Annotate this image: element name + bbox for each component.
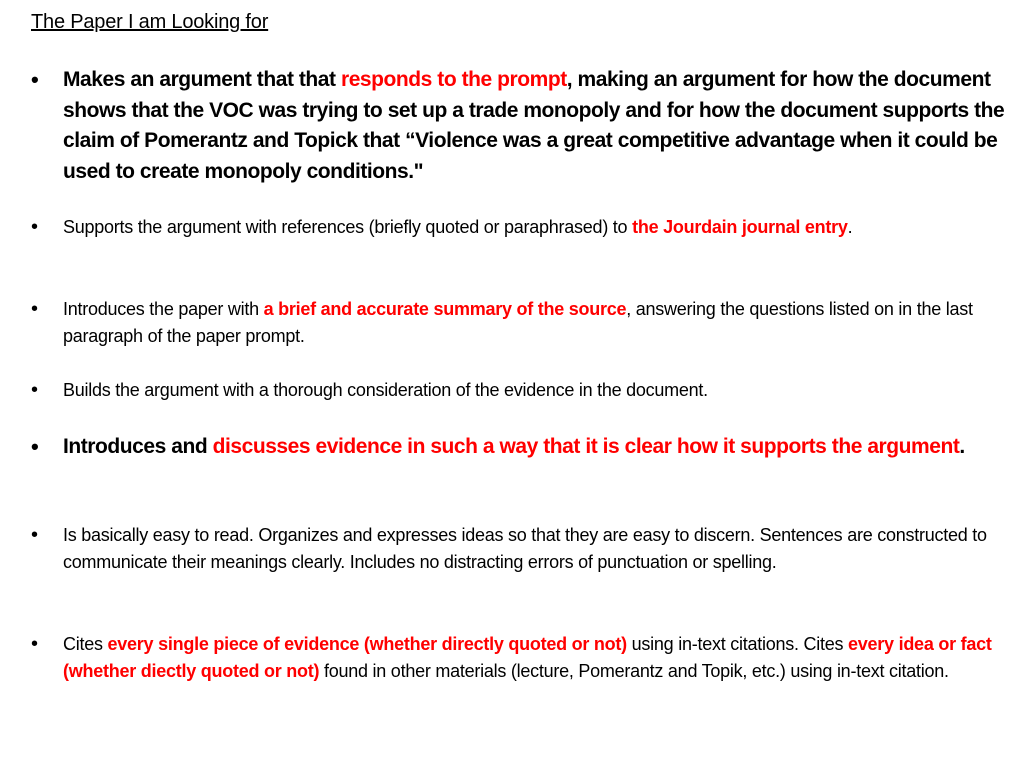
list-item-text	[63, 296, 1008, 350]
text-segment: .	[847, 217, 853, 237]
text-segment: Supports the argument with references (briefly quoted or paraphrased) to	[63, 217, 633, 237]
text-segment: Cites	[63, 634, 108, 654]
text-segment: every idea or fact (whether diectly quoted or not)	[63, 634, 992, 681]
list-item-text	[63, 214, 1008, 241]
bullet-icon: •	[31, 67, 39, 92]
text-segment: the Jourdain journal entry	[632, 217, 848, 237]
text-segment: discusses evidence in such a way that it is clear how it supports the argument	[212, 435, 960, 458]
text-segment: every single piece of evidence (whether directly quoted or not)	[107, 634, 627, 654]
bullet-icon: •	[31, 524, 39, 546]
list-item-text	[63, 377, 1008, 404]
bullet-icon: •	[31, 379, 39, 401]
text-segment: a brief and accurate summary of the source	[263, 299, 627, 319]
text-segment: , answering the questions listed on in the last paragraph of the paper prompt.	[63, 299, 973, 346]
bullet-icon: •	[31, 633, 39, 655]
text-segment: Builds the argument with a thorough consideration of the evidence in the document.	[63, 380, 708, 400]
list-item-text	[63, 631, 1008, 685]
text-segment: , making an argument for how the document shows that the VOC was trying to set up a trade monopoly and for how the document supports the claim of Pomerantz and Topick that “Violence was a great competitive advantage when it could be used to create monopoly conditions."	[63, 68, 1005, 183]
bullet-icon: •	[31, 298, 39, 320]
list-item-text	[63, 432, 1008, 463]
list-item-text	[63, 65, 1008, 187]
text-segment: found in other materials (lecture, Pomerantz and Topik, etc.) using in-text citation.	[319, 661, 949, 681]
text-segment: Is basically easy to read. Organizes and expresses ideas so that they are easy to discern. Sentences are constructed to communicate their meanings clearly. Includes no distracting errors of punctuation or spelling.	[63, 525, 987, 572]
bullet-icon: •	[31, 216, 39, 238]
text-segment: using in-text citations. Cites	[626, 634, 849, 654]
bullet-icon: •	[31, 434, 39, 459]
text-segment: Makes an argument that that	[63, 68, 341, 91]
slide-title: The Paper I am Looking for	[31, 11, 269, 33]
list-item-text	[63, 522, 1008, 576]
text-segment: .	[959, 435, 965, 458]
text-segment: Introduces the paper with	[63, 299, 264, 319]
text-segment: responds to the prompt	[340, 68, 567, 91]
text-segment: Introduces and	[63, 435, 213, 458]
